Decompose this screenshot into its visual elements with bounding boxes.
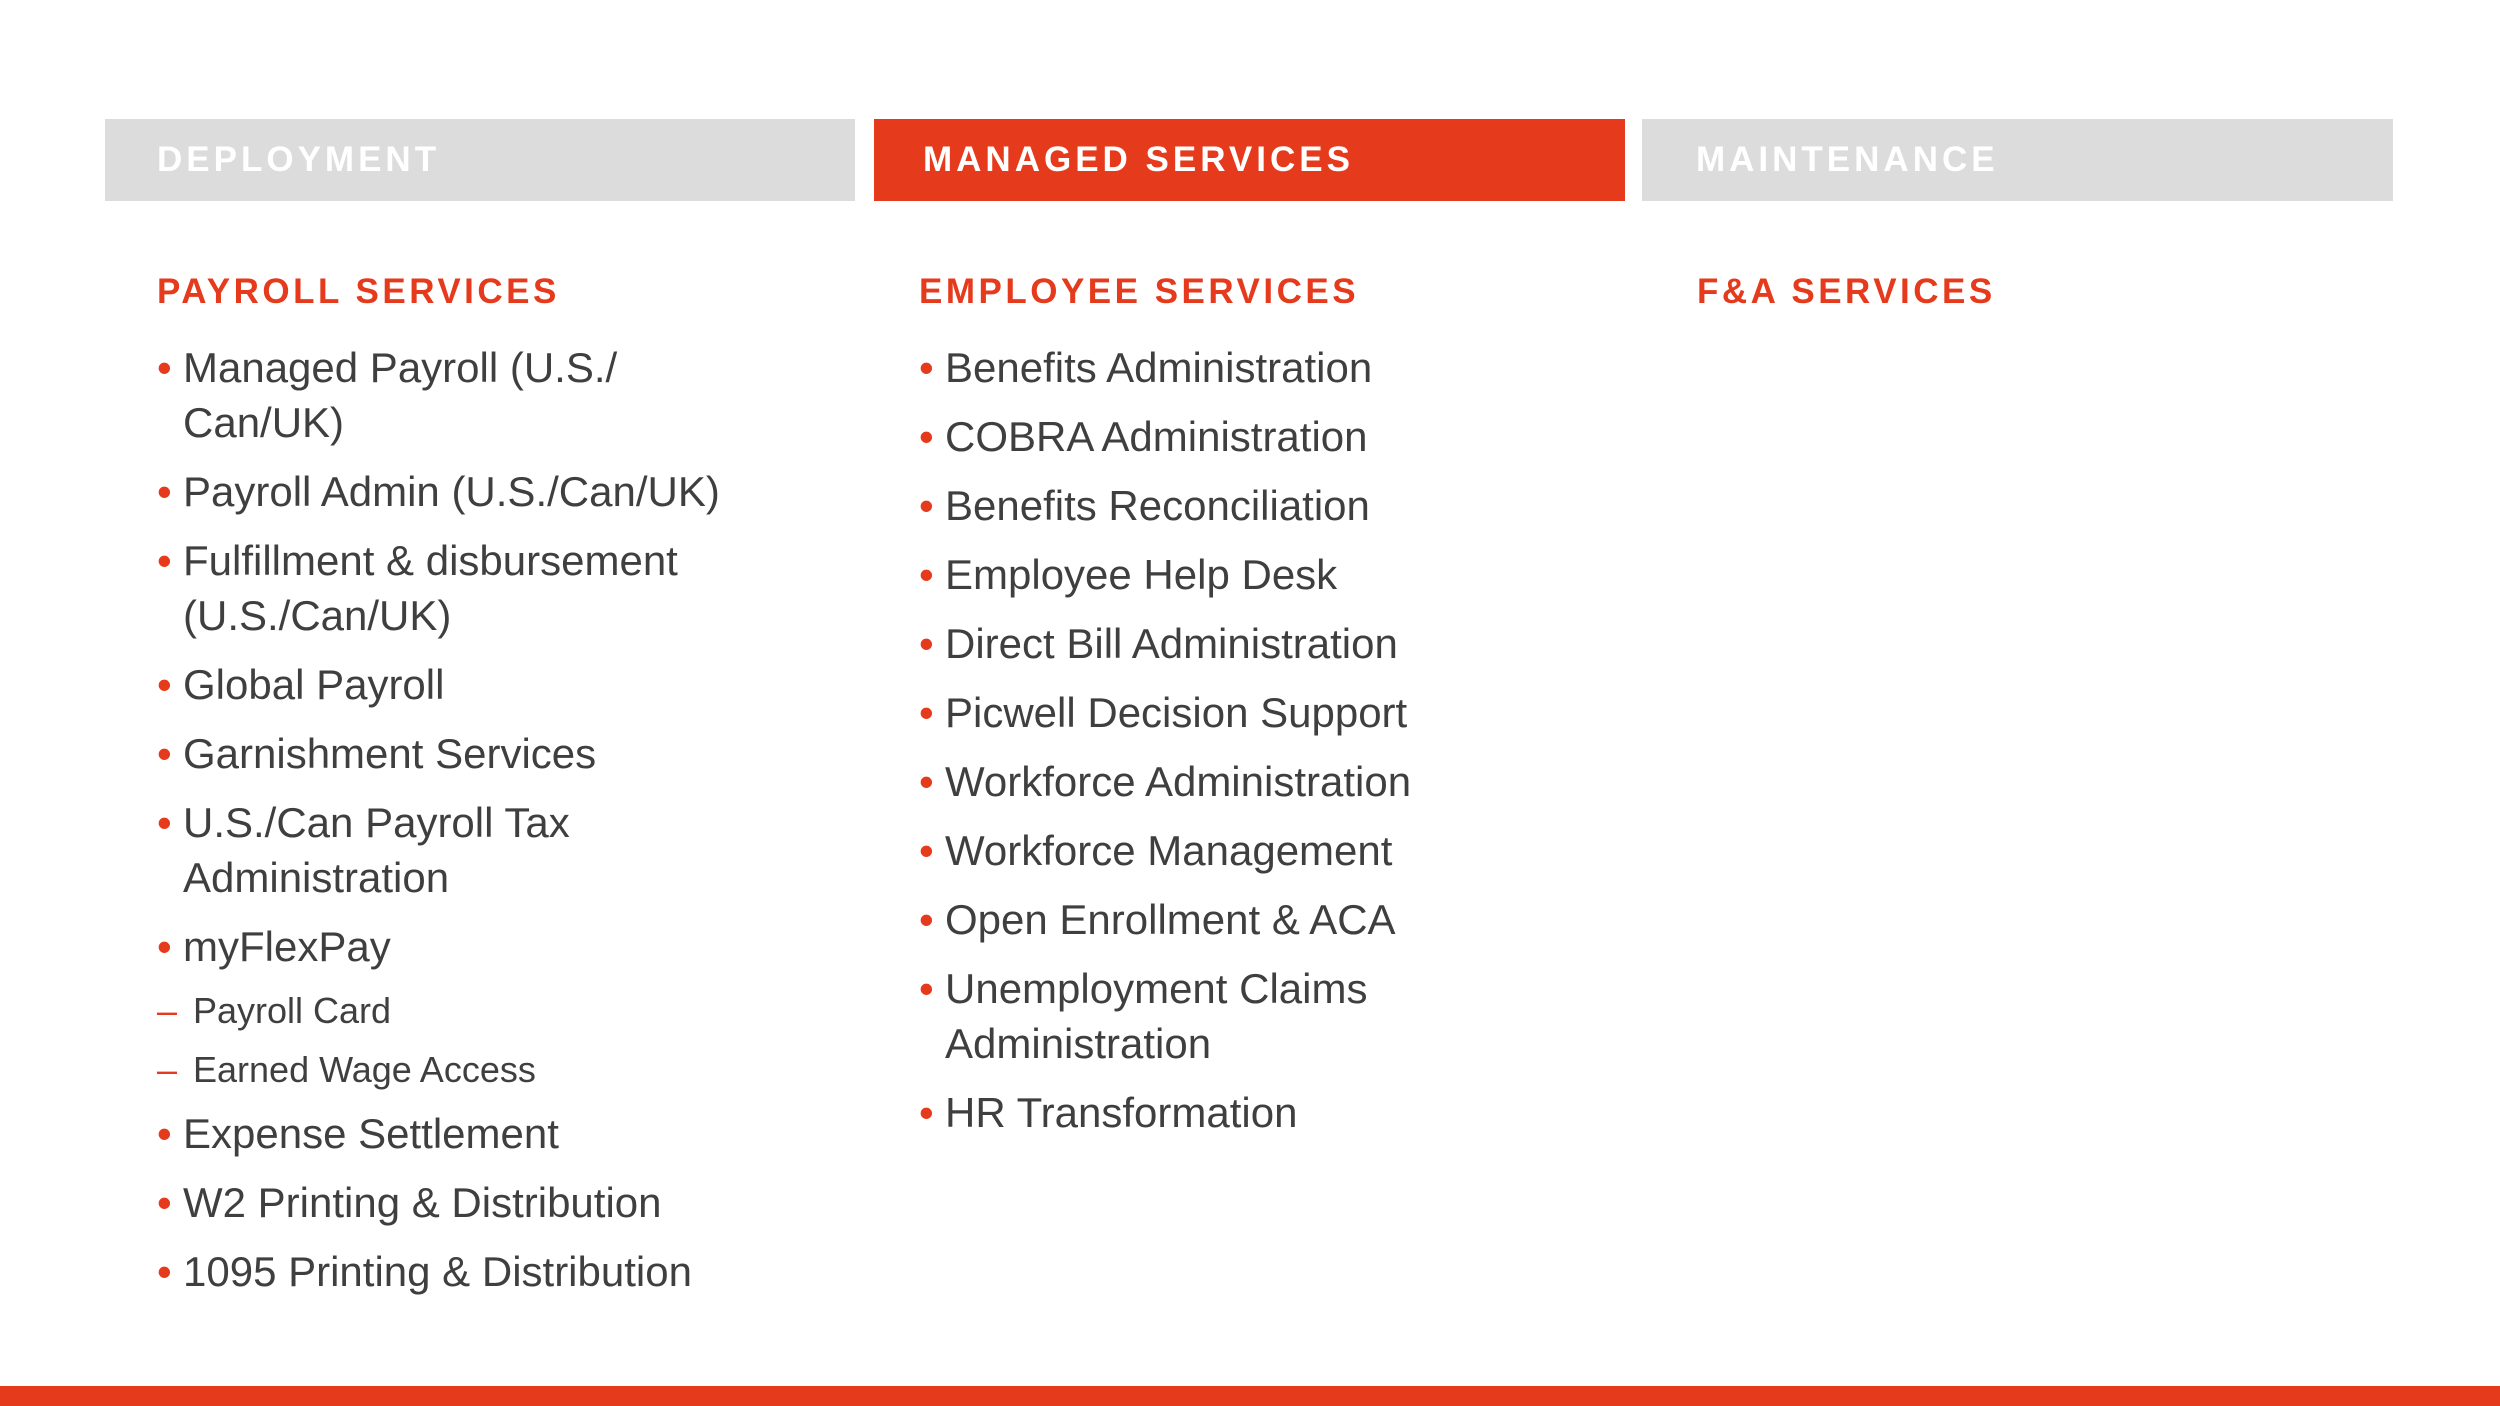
list-item-text: Administration — [183, 854, 450, 901]
fa-services-heading: F&A SERVICES — [1697, 272, 1996, 311]
tab-deployment[interactable] — [105, 119, 855, 201]
list-item-text: Picwell Decision Support — [945, 689, 1408, 736]
list-item-text: Expense Settlement — [183, 1110, 559, 1157]
tab-managed-services-label: MANAGED SERVICES — [923, 140, 1354, 179]
tab-deployment-label: DEPLOYMENT — [157, 140, 441, 179]
list-item-text: Benefits Reconciliation — [945, 482, 1370, 529]
list-item-text: Benefits Administration — [945, 344, 1373, 391]
list-item-text: Earned Wage Access — [193, 1049, 536, 1090]
list-item-text: Direct Bill Administration — [945, 620, 1398, 667]
list-item — [157, 533, 720, 643]
list-item — [919, 892, 1411, 947]
list-item-text: 1095 Printing & Distribution — [183, 1248, 692, 1295]
tab-managed-services[interactable] — [874, 119, 1625, 201]
list-item-text: Employee Help Desk — [945, 551, 1338, 598]
payroll-services-list — [157, 340, 720, 1299]
list-item — [919, 1085, 1411, 1140]
list-item-text: Can/UK) — [183, 399, 345, 446]
list-item — [157, 464, 720, 519]
list-item — [157, 795, 720, 905]
list-item-text: Payroll Admin (U.S./Can/UK) — [183, 468, 720, 515]
list-item-text: W2 Printing & Distribution — [183, 1179, 662, 1226]
tab-maintenance-label: MAINTENANCE — [1696, 140, 1999, 179]
list-item-text: HR Transformation — [945, 1089, 1298, 1136]
tab-maintenance[interactable] — [1642, 119, 2393, 201]
list-item-text: Workforce Management — [945, 827, 1393, 874]
list-item-text: Global Payroll — [183, 661, 445, 708]
list-item — [157, 919, 720, 974]
list-item — [919, 616, 1411, 671]
list-item-text: myFlexPay — [183, 923, 391, 970]
list-item-text: Workforce Administration — [945, 758, 1412, 805]
employee-services-heading: EMPLOYEE SERVICES — [919, 272, 1360, 311]
list-item — [157, 1244, 720, 1299]
footer-accent-bar — [0, 1386, 2500, 1406]
list-item — [919, 961, 1411, 1071]
list-item-text: Open Enrollment & ACA — [945, 896, 1396, 943]
employee-services-list — [919, 340, 1411, 1140]
list-item — [919, 340, 1411, 395]
list-item-text: Garnishment Services — [183, 730, 597, 777]
list-item — [157, 1175, 720, 1230]
list-item — [157, 726, 720, 781]
list-item — [919, 685, 1411, 740]
sub-list-item — [157, 1047, 720, 1092]
list-item-text: (U.S./Can/UK) — [183, 592, 452, 639]
list-item — [919, 823, 1411, 878]
list-item-text: Unemployment Claims — [945, 965, 1368, 1012]
list-item — [919, 547, 1411, 602]
list-item-text: COBRA Administration — [945, 413, 1368, 460]
list-item — [919, 754, 1411, 809]
list-item-text: Administration — [945, 1020, 1212, 1067]
payroll-services-heading: PAYROLL SERVICES — [157, 272, 560, 311]
list-item-text: Managed Payroll (U.S./ — [183, 344, 618, 391]
list-item — [157, 1106, 720, 1161]
list-item — [919, 409, 1411, 464]
payroll-services-column — [157, 272, 720, 1313]
fa-services-column — [1697, 272, 1996, 340]
list-item-text: Fulfillment & disbursement — [183, 537, 678, 584]
sub-list-item — [157, 988, 720, 1033]
list-item — [157, 340, 720, 450]
list-item-text: Payroll Card — [193, 990, 392, 1031]
employee-services-column — [919, 272, 1411, 1154]
list-item-text: U.S./Can Payroll Tax — [183, 799, 570, 846]
list-item — [919, 478, 1411, 533]
list-item — [157, 657, 720, 712]
